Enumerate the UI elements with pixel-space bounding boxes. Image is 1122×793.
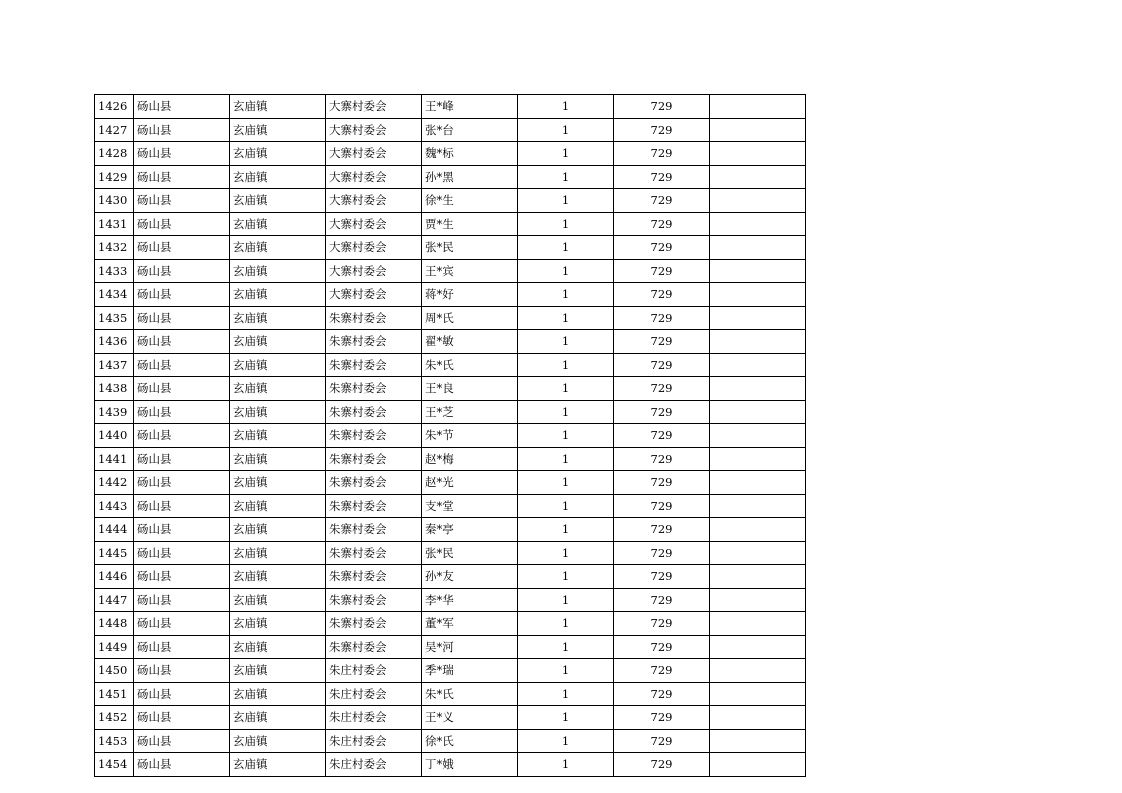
town-cell: 玄庙镇 [230,518,326,542]
person-name-cell: 季*瑞 [422,659,518,683]
amount-cell: 729 [614,424,710,448]
person-name-cell: 徐*氏 [422,729,518,753]
county-cell: 砀山县 [134,165,230,189]
table-row [95,236,806,260]
person-name-cell: 张*民 [422,541,518,565]
count-cell: 1 [518,588,614,612]
village-cell: 朱寨村委会 [326,400,422,424]
amount-cell: 729 [614,353,710,377]
note-cell [710,283,806,307]
amount-cell: 729 [614,142,710,166]
row-index-cell: 1445 [95,541,134,565]
row-index-cell: 1426 [95,95,134,119]
town-cell: 玄庙镇 [230,95,326,119]
county-cell: 砀山县 [134,353,230,377]
note-cell [710,330,806,354]
amount-cell: 729 [614,212,710,236]
county-cell: 砀山县 [134,330,230,354]
table-row [95,588,806,612]
note-cell [710,541,806,565]
table-row [95,424,806,448]
table-row [95,283,806,307]
village-cell: 朱庄村委会 [326,729,422,753]
note-cell [710,212,806,236]
town-cell: 玄庙镇 [230,189,326,213]
person-name-cell: 王*峰 [422,95,518,119]
row-index-cell: 1434 [95,283,134,307]
county-cell: 砀山县 [134,400,230,424]
note-cell [710,353,806,377]
table-row [95,400,806,424]
amount-cell: 729 [614,189,710,213]
county-cell: 砀山县 [134,377,230,401]
county-cell: 砀山县 [134,471,230,495]
note-cell [710,518,806,542]
person-name-cell: 孙*友 [422,565,518,589]
count-cell: 1 [518,518,614,542]
amount-cell: 729 [614,236,710,260]
note-cell [710,400,806,424]
amount-cell: 729 [614,95,710,119]
count-cell: 1 [518,494,614,518]
note-cell [710,612,806,636]
table-row [95,118,806,142]
count-cell: 1 [518,259,614,283]
village-cell: 大寨村委会 [326,189,422,213]
count-cell: 1 [518,377,614,401]
amount-cell: 729 [614,165,710,189]
person-name-cell: 王*良 [422,377,518,401]
count-cell: 1 [518,706,614,730]
count-cell: 1 [518,400,614,424]
count-cell: 1 [518,330,614,354]
person-name-cell: 支*堂 [422,494,518,518]
village-cell: 朱庄村委会 [326,659,422,683]
county-cell: 砀山县 [134,142,230,166]
row-index-cell: 1431 [95,212,134,236]
village-cell: 朱寨村委会 [326,353,422,377]
row-index-cell: 1452 [95,706,134,730]
person-name-cell: 朱*节 [422,424,518,448]
count-cell: 1 [518,306,614,330]
town-cell: 玄庙镇 [230,283,326,307]
note-cell [710,142,806,166]
county-cell: 砀山县 [134,753,230,777]
village-cell: 朱寨村委会 [326,494,422,518]
village-cell: 朱寨村委会 [326,377,422,401]
row-index-cell: 1447 [95,588,134,612]
row-index-cell: 1451 [95,682,134,706]
amount-cell: 729 [614,541,710,565]
town-cell: 玄庙镇 [230,659,326,683]
village-cell: 朱庄村委会 [326,682,422,706]
row-index-cell: 1442 [95,471,134,495]
person-name-cell: 董*军 [422,612,518,636]
person-name-cell: 王*义 [422,706,518,730]
person-name-cell: 赵*梅 [422,447,518,471]
village-cell: 朱寨村委会 [326,447,422,471]
row-index-cell: 1449 [95,635,134,659]
village-cell: 大寨村委会 [326,212,422,236]
person-name-cell: 张*民 [422,236,518,260]
person-name-cell: 吴*河 [422,635,518,659]
note-cell [710,494,806,518]
town-cell: 玄庙镇 [230,306,326,330]
person-name-cell: 朱*氏 [422,682,518,706]
amount-cell: 729 [614,494,710,518]
county-cell: 砀山县 [134,565,230,589]
note-cell [710,259,806,283]
count-cell: 1 [518,424,614,448]
town-cell: 玄庙镇 [230,682,326,706]
town-cell: 玄庙镇 [230,612,326,636]
person-name-cell: 秦*亭 [422,518,518,542]
town-cell: 玄庙镇 [230,259,326,283]
roster-table [94,94,806,777]
person-name-cell: 王*宾 [422,259,518,283]
village-cell: 朱寨村委会 [326,424,422,448]
table-row [95,353,806,377]
count-cell: 1 [518,165,614,189]
person-name-cell: 李*华 [422,588,518,612]
town-cell: 玄庙镇 [230,424,326,448]
person-name-cell: 孙*黑 [422,165,518,189]
row-index-cell: 1433 [95,259,134,283]
town-cell: 玄庙镇 [230,236,326,260]
count-cell: 1 [518,682,614,706]
count-cell: 1 [518,753,614,777]
row-index-cell: 1454 [95,753,134,777]
count-cell: 1 [518,447,614,471]
count-cell: 1 [518,471,614,495]
village-cell: 大寨村委会 [326,142,422,166]
note-cell [710,95,806,119]
note-cell [710,165,806,189]
amount-cell: 729 [614,753,710,777]
county-cell: 砀山县 [134,659,230,683]
table-row [95,635,806,659]
note-cell [710,565,806,589]
county-cell: 砀山县 [134,259,230,283]
town-cell: 玄庙镇 [230,706,326,730]
row-index-cell: 1444 [95,518,134,542]
table-row [95,95,806,119]
amount-cell: 729 [614,682,710,706]
table-row [95,259,806,283]
note-cell [710,447,806,471]
row-index-cell: 1438 [95,377,134,401]
person-name-cell: 徐*生 [422,189,518,213]
county-cell: 砀山县 [134,189,230,213]
village-cell: 大寨村委会 [326,118,422,142]
village-cell: 朱寨村委会 [326,588,422,612]
table-row [95,165,806,189]
amount-cell: 729 [614,447,710,471]
county-cell: 砀山县 [134,729,230,753]
village-cell: 朱寨村委会 [326,471,422,495]
town-cell: 玄庙镇 [230,377,326,401]
table-row [95,306,806,330]
note-cell [710,118,806,142]
amount-cell: 729 [614,635,710,659]
county-cell: 砀山县 [134,494,230,518]
county-cell: 砀山县 [134,424,230,448]
county-cell: 砀山县 [134,283,230,307]
amount-cell: 729 [614,471,710,495]
town-cell: 玄庙镇 [230,565,326,589]
amount-cell: 729 [614,400,710,424]
count-cell: 1 [518,729,614,753]
town-cell: 玄庙镇 [230,118,326,142]
village-cell: 朱寨村委会 [326,612,422,636]
town-cell: 玄庙镇 [230,212,326,236]
row-index-cell: 1450 [95,659,134,683]
note-cell [710,236,806,260]
table-row [95,541,806,565]
table-row [95,212,806,236]
person-name-cell: 朱*氏 [422,353,518,377]
note-cell [710,706,806,730]
town-cell: 玄庙镇 [230,541,326,565]
village-cell: 大寨村委会 [326,165,422,189]
person-name-cell: 周*氏 [422,306,518,330]
town-cell: 玄庙镇 [230,588,326,612]
town-cell: 玄庙镇 [230,400,326,424]
table-row [95,706,806,730]
row-index-cell: 1443 [95,494,134,518]
village-cell: 朱寨村委会 [326,330,422,354]
count-cell: 1 [518,565,614,589]
county-cell: 砀山县 [134,541,230,565]
table-row [95,189,806,213]
count-cell: 1 [518,236,614,260]
amount-cell: 729 [614,259,710,283]
table-row [95,565,806,589]
amount-cell: 729 [614,659,710,683]
table-row [95,729,806,753]
row-index-cell: 1430 [95,189,134,213]
row-index-cell: 1446 [95,565,134,589]
count-cell: 1 [518,189,614,213]
village-cell: 大寨村委会 [326,236,422,260]
person-name-cell: 丁*娥 [422,753,518,777]
town-cell: 玄庙镇 [230,330,326,354]
county-cell: 砀山县 [134,236,230,260]
row-index-cell: 1439 [95,400,134,424]
count-cell: 1 [518,142,614,166]
village-cell: 大寨村委会 [326,259,422,283]
amount-cell: 729 [614,565,710,589]
count-cell: 1 [518,659,614,683]
row-index-cell: 1440 [95,424,134,448]
count-cell: 1 [518,353,614,377]
row-index-cell: 1448 [95,612,134,636]
count-cell: 1 [518,118,614,142]
row-index-cell: 1428 [95,142,134,166]
county-cell: 砀山县 [134,212,230,236]
row-index-cell: 1453 [95,729,134,753]
note-cell [710,729,806,753]
table-row [95,447,806,471]
person-name-cell: 魏*标 [422,142,518,166]
count-cell: 1 [518,283,614,307]
count-cell: 1 [518,635,614,659]
town-cell: 玄庙镇 [230,494,326,518]
table-row [95,753,806,777]
village-cell: 朱寨村委会 [326,565,422,589]
table-row [95,659,806,683]
village-cell: 朱寨村委会 [326,306,422,330]
count-cell: 1 [518,541,614,565]
village-cell: 大寨村委会 [326,283,422,307]
amount-cell: 729 [614,729,710,753]
row-index-cell: 1427 [95,118,134,142]
row-index-cell: 1429 [95,165,134,189]
note-cell [710,471,806,495]
person-name-cell: 赵*光 [422,471,518,495]
count-cell: 1 [518,612,614,636]
count-cell: 1 [518,95,614,119]
amount-cell: 729 [614,588,710,612]
person-name-cell: 贾*生 [422,212,518,236]
county-cell: 砀山县 [134,518,230,542]
town-cell: 玄庙镇 [230,353,326,377]
person-name-cell: 王*芝 [422,400,518,424]
note-cell [710,306,806,330]
village-cell: 朱庄村委会 [326,753,422,777]
row-index-cell: 1432 [95,236,134,260]
table-row [95,612,806,636]
table-row [95,494,806,518]
table-row [95,682,806,706]
amount-cell: 729 [614,612,710,636]
village-cell: 朱庄村委会 [326,706,422,730]
amount-cell: 729 [614,283,710,307]
county-cell: 砀山县 [134,588,230,612]
amount-cell: 729 [614,330,710,354]
row-index-cell: 1436 [95,330,134,354]
note-cell [710,424,806,448]
village-cell: 朱寨村委会 [326,518,422,542]
roster-table-body [95,95,806,777]
town-cell: 玄庙镇 [230,471,326,495]
note-cell [710,635,806,659]
amount-cell: 729 [614,306,710,330]
amount-cell: 729 [614,377,710,401]
table-row [95,377,806,401]
village-cell: 大寨村委会 [326,95,422,119]
amount-cell: 729 [614,118,710,142]
county-cell: 砀山县 [134,447,230,471]
county-cell: 砀山县 [134,635,230,659]
county-cell: 砀山县 [134,118,230,142]
town-cell: 玄庙镇 [230,635,326,659]
table-row [95,142,806,166]
row-index-cell: 1435 [95,306,134,330]
town-cell: 玄庙镇 [230,753,326,777]
person-name-cell: 翟*敏 [422,330,518,354]
table-row [95,330,806,354]
village-cell: 朱寨村委会 [326,635,422,659]
note-cell [710,753,806,777]
amount-cell: 729 [614,518,710,542]
county-cell: 砀山县 [134,95,230,119]
county-cell: 砀山县 [134,612,230,636]
table-row [95,471,806,495]
town-cell: 玄庙镇 [230,729,326,753]
note-cell [710,588,806,612]
note-cell [710,377,806,401]
count-cell: 1 [518,212,614,236]
village-cell: 朱寨村委会 [326,541,422,565]
county-cell: 砀山县 [134,306,230,330]
person-name-cell: 蒋*好 [422,283,518,307]
county-cell: 砀山县 [134,682,230,706]
note-cell [710,659,806,683]
county-cell: 砀山县 [134,706,230,730]
town-cell: 玄庙镇 [230,447,326,471]
row-index-cell: 1437 [95,353,134,377]
table-row [95,518,806,542]
note-cell [710,682,806,706]
note-cell [710,189,806,213]
amount-cell: 729 [614,706,710,730]
town-cell: 玄庙镇 [230,165,326,189]
person-name-cell: 张*台 [422,118,518,142]
row-index-cell: 1441 [95,447,134,471]
town-cell: 玄庙镇 [230,142,326,166]
